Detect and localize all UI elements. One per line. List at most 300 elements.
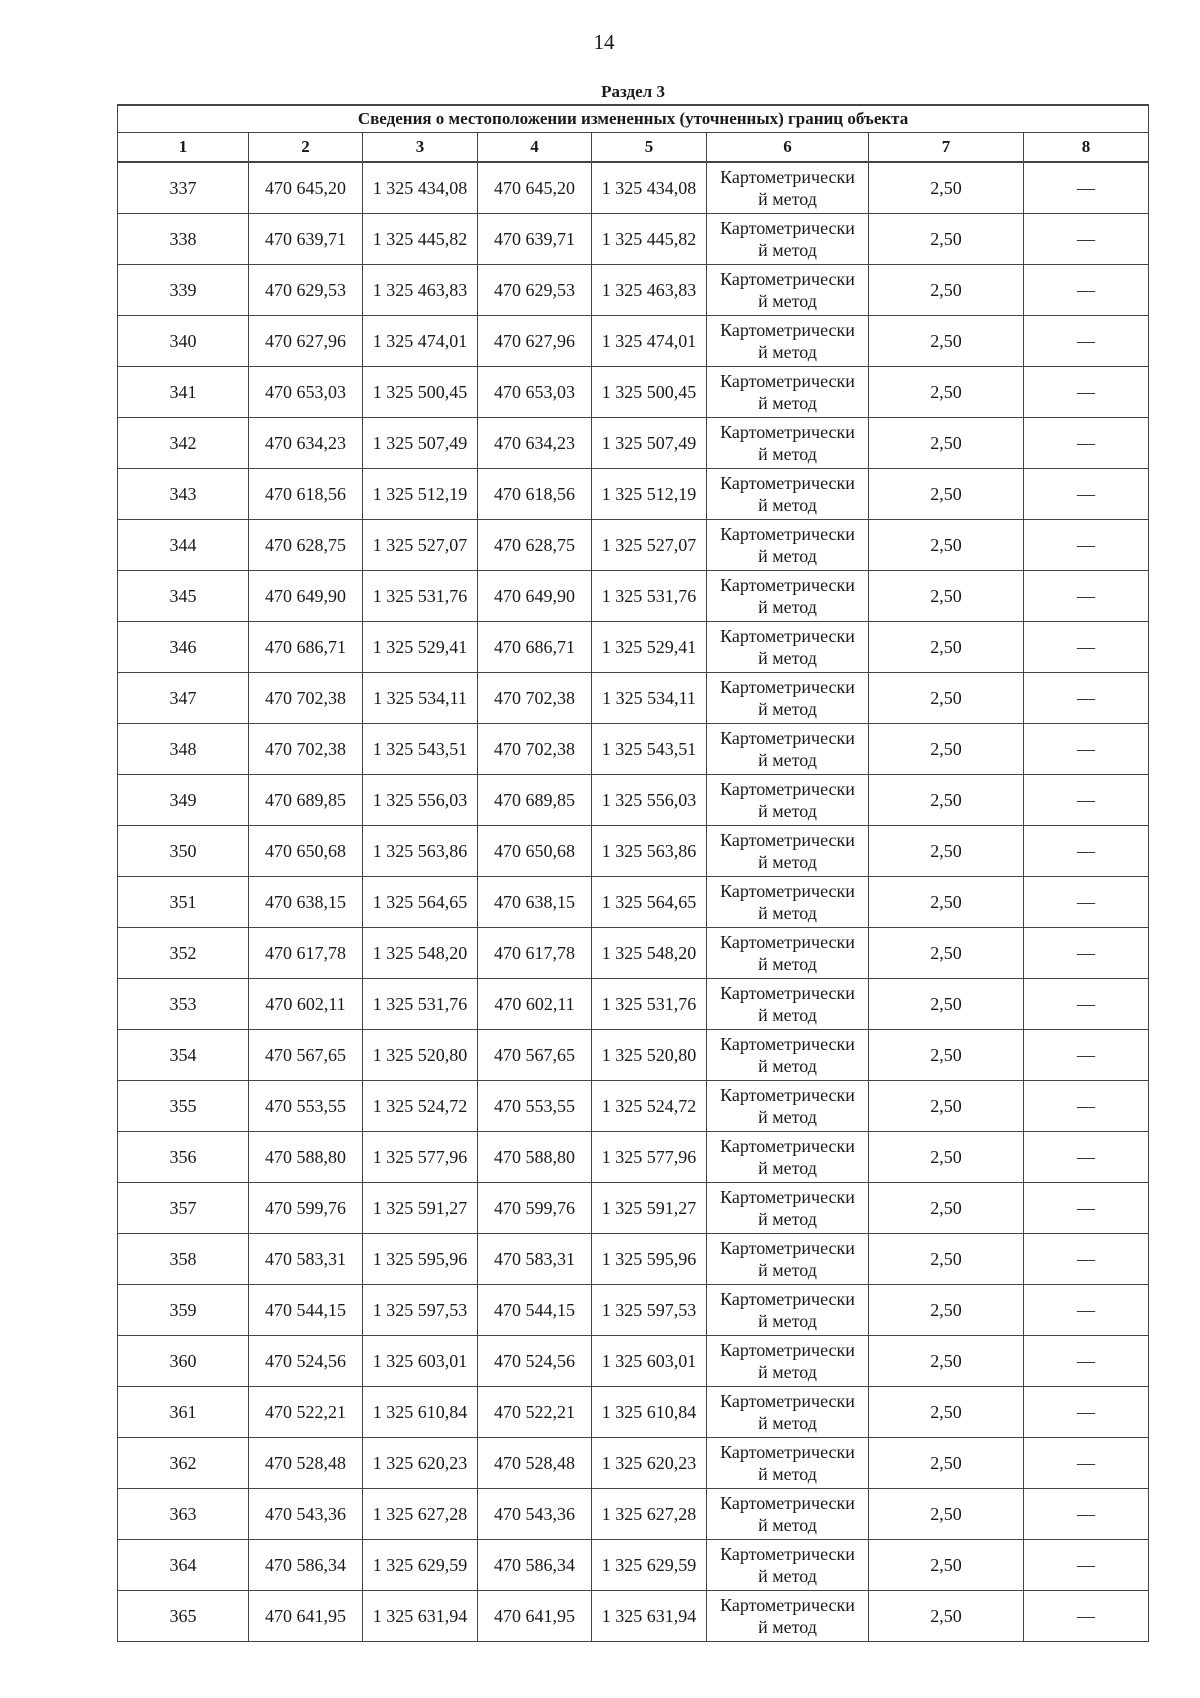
x-old-cell: 470 638,15 [249, 877, 363, 928]
point-number-cell: 353 [118, 979, 249, 1030]
method-cell [707, 1591, 869, 1642]
y-old-cell: 1 325 543,51 [363, 724, 478, 775]
point-number-cell: 352 [118, 928, 249, 979]
y-new-cell: 1 325 595,96 [592, 1234, 707, 1285]
point-number-cell: 338 [118, 214, 249, 265]
method-cell [707, 1183, 869, 1234]
description-cell: — [1024, 1030, 1149, 1081]
description-cell: — [1024, 1489, 1149, 1540]
method-cell [707, 214, 869, 265]
description-cell: — [1024, 418, 1149, 469]
description-cell: — [1024, 214, 1149, 265]
description-cell: — [1024, 1591, 1149, 1642]
x-new-cell: 470 628,75 [478, 520, 592, 571]
x-old-cell: 470 588,80 [249, 1132, 363, 1183]
method-line-1: Картометрически [720, 524, 855, 544]
method-line-1: Картометрически [720, 575, 855, 595]
table-row [118, 724, 1149, 775]
accuracy-cell: 2,50 [869, 724, 1024, 775]
table-row [118, 877, 1149, 928]
description-cell: — [1024, 520, 1149, 571]
point-number-cell: 339 [118, 265, 249, 316]
accuracy-cell: 2,50 [869, 622, 1024, 673]
x-new-cell: 470 702,38 [478, 673, 592, 724]
y-old-cell: 1 325 591,27 [363, 1183, 478, 1234]
column-header: 7 [869, 133, 1024, 163]
x-old-cell: 470 650,68 [249, 826, 363, 877]
point-number-cell: 346 [118, 622, 249, 673]
accuracy-cell: 2,50 [869, 1132, 1024, 1183]
table-row [118, 1591, 1149, 1642]
point-number-cell: 343 [118, 469, 249, 520]
x-new-cell: 470 689,85 [478, 775, 592, 826]
x-old-cell: 470 583,31 [249, 1234, 363, 1285]
method-line-2: й метод [758, 903, 817, 923]
y-old-cell: 1 325 445,82 [363, 214, 478, 265]
table-row [118, 1081, 1149, 1132]
y-new-cell: 1 325 591,27 [592, 1183, 707, 1234]
y-old-cell: 1 325 520,80 [363, 1030, 478, 1081]
point-number-cell: 364 [118, 1540, 249, 1591]
boundary-coordinates-table [117, 80, 1149, 1642]
accuracy-cell: 2,50 [869, 877, 1024, 928]
accuracy-cell: 2,50 [869, 1183, 1024, 1234]
y-new-cell: 1 325 597,53 [592, 1285, 707, 1336]
x-new-cell: 470 650,68 [478, 826, 592, 877]
y-old-cell: 1 325 531,76 [363, 571, 478, 622]
description-cell: — [1024, 1336, 1149, 1387]
accuracy-cell: 2,50 [869, 214, 1024, 265]
method-line-1: Картометрически [720, 1187, 855, 1207]
description-cell: — [1024, 826, 1149, 877]
method-cell [707, 1081, 869, 1132]
y-new-cell: 1 325 620,23 [592, 1438, 707, 1489]
y-new-cell: 1 325 500,45 [592, 367, 707, 418]
point-number-cell: 363 [118, 1489, 249, 1540]
y-old-cell: 1 325 564,65 [363, 877, 478, 928]
point-number-cell: 349 [118, 775, 249, 826]
table-row [118, 316, 1149, 367]
accuracy-cell: 2,50 [869, 571, 1024, 622]
x-old-cell: 470 602,11 [249, 979, 363, 1030]
description-cell: — [1024, 775, 1149, 826]
method-line-1: Картометрически [720, 1136, 855, 1156]
section-title: Сведения о местоположении измененных (уточненных) границ объекта [118, 105, 1149, 133]
method-cell [707, 826, 869, 877]
x-old-cell: 470 617,78 [249, 928, 363, 979]
x-new-cell: 470 583,31 [478, 1234, 592, 1285]
x-old-cell: 470 567,65 [249, 1030, 363, 1081]
y-old-cell: 1 325 500,45 [363, 367, 478, 418]
method-line-2: й метод [758, 1464, 817, 1484]
method-line-1: Картометрически [720, 1238, 855, 1258]
table-row [118, 673, 1149, 724]
point-number-cell: 342 [118, 418, 249, 469]
method-line-1: Картометрически [720, 269, 855, 289]
table-row [118, 1183, 1149, 1234]
y-new-cell: 1 325 556,03 [592, 775, 707, 826]
y-old-cell: 1 325 531,76 [363, 979, 478, 1030]
method-line-1: Картометрически [720, 1034, 855, 1054]
y-old-cell: 1 325 577,96 [363, 1132, 478, 1183]
y-old-cell: 1 325 434,08 [363, 162, 478, 214]
description-cell: — [1024, 1387, 1149, 1438]
method-cell [707, 571, 869, 622]
description-cell: — [1024, 316, 1149, 367]
method-line-2: й метод [758, 750, 817, 770]
accuracy-cell: 2,50 [869, 826, 1024, 877]
method-line-2: й метод [758, 189, 817, 209]
x-old-cell: 470 702,38 [249, 724, 363, 775]
description-cell: — [1024, 1285, 1149, 1336]
x-new-cell: 470 649,90 [478, 571, 592, 622]
method-line-1: Картометрически [720, 932, 855, 952]
point-number-cell: 354 [118, 1030, 249, 1081]
method-line-2: й метод [758, 393, 817, 413]
method-line-2: й метод [758, 648, 817, 668]
description-cell: — [1024, 469, 1149, 520]
method-line-1: Картометрически [720, 320, 855, 340]
y-new-cell: 1 325 445,82 [592, 214, 707, 265]
x-new-cell: 470 524,56 [478, 1336, 592, 1387]
accuracy-cell: 2,50 [869, 1030, 1024, 1081]
x-new-cell: 470 702,38 [478, 724, 592, 775]
point-number-cell: 355 [118, 1081, 249, 1132]
method-line-2: й метод [758, 1617, 817, 1637]
x-new-cell: 470 634,23 [478, 418, 592, 469]
method-cell [707, 877, 869, 928]
method-line-1: Картометрически [720, 1085, 855, 1105]
method-line-2: й метод [758, 1311, 817, 1331]
x-old-cell: 470 618,56 [249, 469, 363, 520]
table-row [118, 622, 1149, 673]
method-line-2: й метод [758, 444, 817, 464]
x-new-cell: 470 641,95 [478, 1591, 592, 1642]
y-old-cell: 1 325 563,86 [363, 826, 478, 877]
page-number: 14 [593, 30, 615, 54]
method-line-2: й метод [758, 1413, 817, 1433]
method-line-2: й метод [758, 291, 817, 311]
description-cell: — [1024, 367, 1149, 418]
x-old-cell: 470 586,34 [249, 1540, 363, 1591]
accuracy-cell: 2,50 [869, 928, 1024, 979]
x-old-cell: 470 553,55 [249, 1081, 363, 1132]
table-row [118, 1489, 1149, 1540]
table-row [118, 265, 1149, 316]
table-row [118, 1285, 1149, 1336]
table-row [118, 775, 1149, 826]
point-number-cell: 361 [118, 1387, 249, 1438]
method-cell [707, 1489, 869, 1540]
method-line-1: Картометрически [720, 1391, 855, 1411]
x-old-cell: 470 639,71 [249, 214, 363, 265]
y-new-cell: 1 325 627,28 [592, 1489, 707, 1540]
description-cell: — [1024, 673, 1149, 724]
point-number-cell: 341 [118, 367, 249, 418]
x-old-cell: 470 645,20 [249, 162, 363, 214]
accuracy-cell: 2,50 [869, 775, 1024, 826]
description-cell: — [1024, 877, 1149, 928]
method-line-1: Картометрически [720, 626, 855, 646]
method-cell [707, 162, 869, 214]
method-line-2: й метод [758, 1566, 817, 1586]
x-new-cell: 470 588,80 [478, 1132, 592, 1183]
table-row [118, 367, 1149, 418]
point-number-cell: 345 [118, 571, 249, 622]
accuracy-cell: 2,50 [869, 520, 1024, 571]
method-cell [707, 316, 869, 367]
x-old-cell: 470 627,96 [249, 316, 363, 367]
x-new-cell: 470 528,48 [478, 1438, 592, 1489]
y-old-cell: 1 325 631,94 [363, 1591, 478, 1642]
method-line-2: й метод [758, 495, 817, 515]
description-cell: — [1024, 265, 1149, 316]
x-new-cell: 470 686,71 [478, 622, 592, 673]
point-number-cell: 347 [118, 673, 249, 724]
method-line-1: Картометрически [720, 422, 855, 442]
y-new-cell: 1 325 631,94 [592, 1591, 707, 1642]
x-new-cell: 470 567,65 [478, 1030, 592, 1081]
x-old-cell: 470 628,75 [249, 520, 363, 571]
method-line-2: й метод [758, 1362, 817, 1382]
y-new-cell: 1 325 463,83 [592, 265, 707, 316]
y-new-cell: 1 325 534,11 [592, 673, 707, 724]
table-row [118, 520, 1149, 571]
method-cell [707, 724, 869, 775]
method-line-1: Картометрически [720, 371, 855, 391]
x-old-cell: 470 544,15 [249, 1285, 363, 1336]
column-header: 2 [249, 133, 363, 163]
description-cell: — [1024, 1081, 1149, 1132]
y-new-cell: 1 325 474,01 [592, 316, 707, 367]
y-new-cell: 1 325 543,51 [592, 724, 707, 775]
point-number-cell: 348 [118, 724, 249, 775]
point-number-cell: 337 [118, 162, 249, 214]
y-old-cell: 1 325 527,07 [363, 520, 478, 571]
description-cell: — [1024, 162, 1149, 214]
method-cell [707, 1336, 869, 1387]
x-old-cell: 470 524,56 [249, 1336, 363, 1387]
method-line-2: й метод [758, 546, 817, 566]
x-new-cell: 470 645,20 [478, 162, 592, 214]
accuracy-cell: 2,50 [869, 979, 1024, 1030]
table-row [118, 1234, 1149, 1285]
description-cell: — [1024, 1540, 1149, 1591]
y-old-cell: 1 325 463,83 [363, 265, 478, 316]
method-line-2: й метод [758, 342, 817, 362]
method-cell [707, 1540, 869, 1591]
x-old-cell: 470 528,48 [249, 1438, 363, 1489]
method-line-2: й метод [758, 1056, 817, 1076]
x-new-cell: 470 602,11 [478, 979, 592, 1030]
method-line-1: Картометрически [720, 983, 855, 1003]
method-line-1: Картометрически [720, 677, 855, 697]
point-number-cell: 351 [118, 877, 249, 928]
point-number-cell: 362 [118, 1438, 249, 1489]
y-old-cell: 1 325 603,01 [363, 1336, 478, 1387]
y-new-cell: 1 325 548,20 [592, 928, 707, 979]
x-new-cell: 470 522,21 [478, 1387, 592, 1438]
table-row [118, 418, 1149, 469]
point-number-cell: 357 [118, 1183, 249, 1234]
method-cell [707, 1387, 869, 1438]
description-cell: — [1024, 1183, 1149, 1234]
y-new-cell: 1 325 610,84 [592, 1387, 707, 1438]
accuracy-cell: 2,50 [869, 1591, 1024, 1642]
method-cell [707, 775, 869, 826]
method-line-2: й метод [758, 597, 817, 617]
x-old-cell: 470 599,76 [249, 1183, 363, 1234]
y-new-cell: 1 325 507,49 [592, 418, 707, 469]
table-row [118, 1132, 1149, 1183]
accuracy-cell: 2,50 [869, 673, 1024, 724]
x-old-cell: 470 629,53 [249, 265, 363, 316]
method-line-1: Картометрически [720, 1442, 855, 1462]
method-line-1: Картометрически [720, 1289, 855, 1309]
description-cell: — [1024, 979, 1149, 1030]
method-cell [707, 367, 869, 418]
table-row [118, 1030, 1149, 1081]
point-number-cell: 344 [118, 520, 249, 571]
accuracy-cell: 2,50 [869, 469, 1024, 520]
y-new-cell: 1 325 434,08 [592, 162, 707, 214]
x-old-cell: 470 653,03 [249, 367, 363, 418]
description-cell: — [1024, 1438, 1149, 1489]
table-row [118, 826, 1149, 877]
method-line-2: й метод [758, 801, 817, 821]
method-cell [707, 1234, 869, 1285]
description-cell: — [1024, 928, 1149, 979]
method-line-1: Картометрически [720, 473, 855, 493]
y-new-cell: 1 325 629,59 [592, 1540, 707, 1591]
accuracy-cell: 2,50 [869, 162, 1024, 214]
y-old-cell: 1 325 597,53 [363, 1285, 478, 1336]
method-line-2: й метод [758, 954, 817, 974]
method-cell [707, 1030, 869, 1081]
method-line-2: й метод [758, 1209, 817, 1229]
accuracy-cell: 2,50 [869, 1438, 1024, 1489]
method-cell [707, 622, 869, 673]
method-cell [707, 520, 869, 571]
method-line-1: Картометрически [720, 830, 855, 850]
method-line-2: й метод [758, 240, 817, 260]
y-new-cell: 1 325 512,19 [592, 469, 707, 520]
method-cell [707, 1132, 869, 1183]
method-cell [707, 469, 869, 520]
method-line-2: й метод [758, 852, 817, 872]
y-old-cell: 1 325 548,20 [363, 928, 478, 979]
x-new-cell: 470 586,34 [478, 1540, 592, 1591]
method-line-1: Картометрически [720, 1493, 855, 1513]
table-row [118, 571, 1149, 622]
table-row [118, 928, 1149, 979]
x-new-cell: 470 638,15 [478, 877, 592, 928]
point-number-cell: 365 [118, 1591, 249, 1642]
table-row [118, 1438, 1149, 1489]
x-old-cell: 470 522,21 [249, 1387, 363, 1438]
y-old-cell: 1 325 512,19 [363, 469, 478, 520]
x-new-cell: 470 639,71 [478, 214, 592, 265]
table-row [118, 162, 1149, 214]
x-new-cell: 470 618,56 [478, 469, 592, 520]
method-line-2: й метод [758, 699, 817, 719]
method-line-1: Картометрически [720, 1595, 855, 1615]
x-new-cell: 470 617,78 [478, 928, 592, 979]
y-old-cell: 1 325 534,11 [363, 673, 478, 724]
x-old-cell: 470 634,23 [249, 418, 363, 469]
accuracy-cell: 2,50 [869, 1336, 1024, 1387]
method-line-2: й метод [758, 1260, 817, 1280]
y-new-cell: 1 325 577,96 [592, 1132, 707, 1183]
x-new-cell: 470 653,03 [478, 367, 592, 418]
x-old-cell: 470 543,36 [249, 1489, 363, 1540]
column-header: 3 [363, 133, 478, 163]
method-cell [707, 979, 869, 1030]
method-cell [707, 673, 869, 724]
y-new-cell: 1 325 527,07 [592, 520, 707, 571]
y-new-cell: 1 325 563,86 [592, 826, 707, 877]
y-new-cell: 1 325 603,01 [592, 1336, 707, 1387]
x-new-cell: 470 553,55 [478, 1081, 592, 1132]
x-new-cell: 470 599,76 [478, 1183, 592, 1234]
method-cell [707, 418, 869, 469]
x-old-cell: 470 702,38 [249, 673, 363, 724]
x-new-cell: 470 543,36 [478, 1489, 592, 1540]
description-cell: — [1024, 1234, 1149, 1285]
accuracy-cell: 2,50 [869, 1234, 1024, 1285]
description-cell: — [1024, 571, 1149, 622]
y-new-cell: 1 325 529,41 [592, 622, 707, 673]
column-header: 5 [592, 133, 707, 163]
section-label: Раздел 3 [118, 80, 1149, 105]
method-line-2: й метод [758, 1107, 817, 1127]
point-number-cell: 360 [118, 1336, 249, 1387]
y-old-cell: 1 325 627,28 [363, 1489, 478, 1540]
point-number-cell: 350 [118, 826, 249, 877]
method-line-1: Картометрически [720, 881, 855, 901]
method-line-1: Картометрически [720, 167, 855, 187]
table-row [118, 214, 1149, 265]
column-header: 4 [478, 133, 592, 163]
method-line-1: Картометрически [720, 218, 855, 238]
y-new-cell: 1 325 531,76 [592, 571, 707, 622]
method-line-1: Картометрически [720, 728, 855, 748]
point-number-cell: 356 [118, 1132, 249, 1183]
y-new-cell: 1 325 524,72 [592, 1081, 707, 1132]
y-new-cell: 1 325 531,76 [592, 979, 707, 1030]
point-number-cell: 358 [118, 1234, 249, 1285]
table-row [118, 469, 1149, 520]
method-cell [707, 928, 869, 979]
table-row [118, 1336, 1149, 1387]
column-header: 1 [118, 133, 249, 163]
y-old-cell: 1 325 524,72 [363, 1081, 478, 1132]
method-cell [707, 1285, 869, 1336]
x-old-cell: 470 689,85 [249, 775, 363, 826]
description-cell: — [1024, 1132, 1149, 1183]
description-cell: — [1024, 724, 1149, 775]
y-old-cell: 1 325 529,41 [363, 622, 478, 673]
x-new-cell: 470 544,15 [478, 1285, 592, 1336]
method-cell [707, 1438, 869, 1489]
y-old-cell: 1 325 556,03 [363, 775, 478, 826]
method-line-2: й метод [758, 1515, 817, 1535]
y-old-cell: 1 325 629,59 [363, 1540, 478, 1591]
column-header: 8 [1024, 133, 1149, 163]
table-row [118, 1540, 1149, 1591]
method-line-2: й метод [758, 1158, 817, 1178]
y-old-cell: 1 325 595,96 [363, 1234, 478, 1285]
